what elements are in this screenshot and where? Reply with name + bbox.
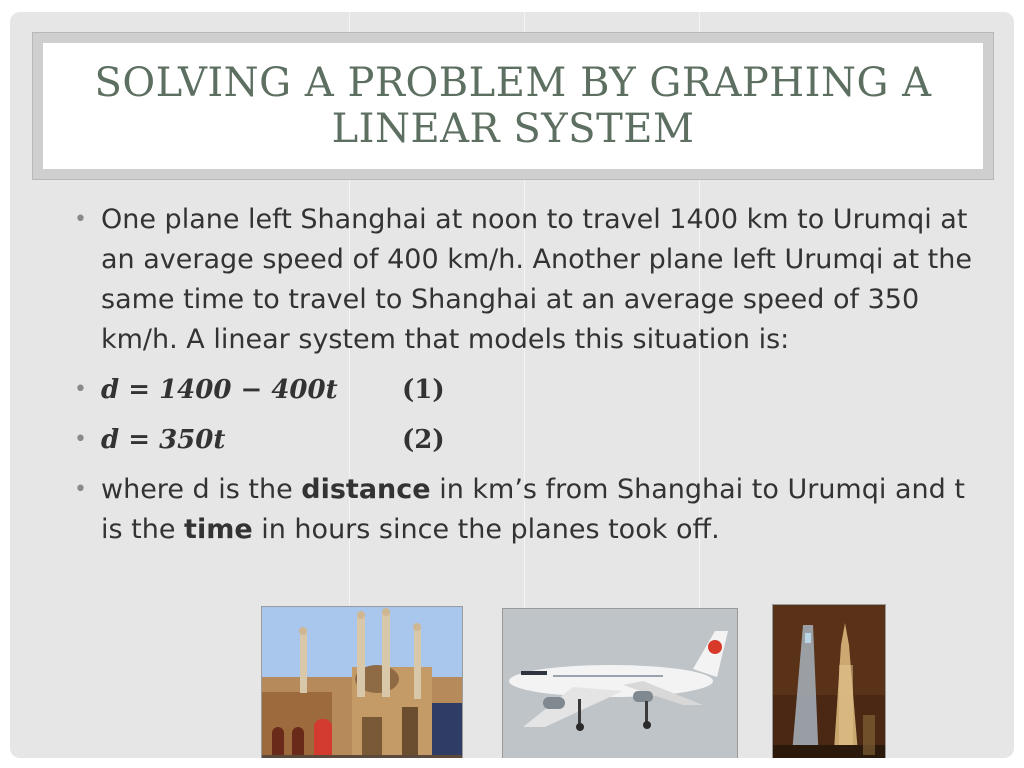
slide-title: SOLVING A PROBLEM BY GRAPHING A LINEAR SYSTEM [94,60,932,152]
bullet-list [72,200,972,560]
skyscrapers-photo [772,604,886,758]
intro-text: One plane left Shanghai at noon to travel 1400 km to Urumqi at an average speed of 400 km/h. Another plane left Urumqi at the same time to travel to Shanghai at an average speed of 350 km/h. A linear system that models this situation is: [101,204,972,355]
slide [10,12,1014,758]
airplane-illustration [503,609,737,758]
equation-1-number: (1) [402,375,445,405]
title-frame [32,32,994,180]
skyscrapers-illustration [773,605,885,758]
equation-2-number: (2) [402,425,445,455]
where-text-post: in hours since the planes took off. [252,514,720,545]
time-bold: time [184,514,253,545]
where-text-mid: in km’s from Shanghai to Urumqi and t is the [101,474,965,545]
title-box [43,43,983,169]
airplane-photo [502,608,738,758]
distance-bold: distance [301,474,431,505]
mosque-photo [261,606,463,758]
bullet-where [72,470,972,550]
bullet-equation-2 [72,420,972,460]
bullet-equation-1 [72,370,972,410]
bullet-intro [72,200,972,360]
where-text-pre: where d is the [101,474,302,505]
mosque-illustration [262,607,462,758]
equation-1: d = 1400 − 400t [101,375,338,405]
equation-2: d = 350t [101,425,226,455]
